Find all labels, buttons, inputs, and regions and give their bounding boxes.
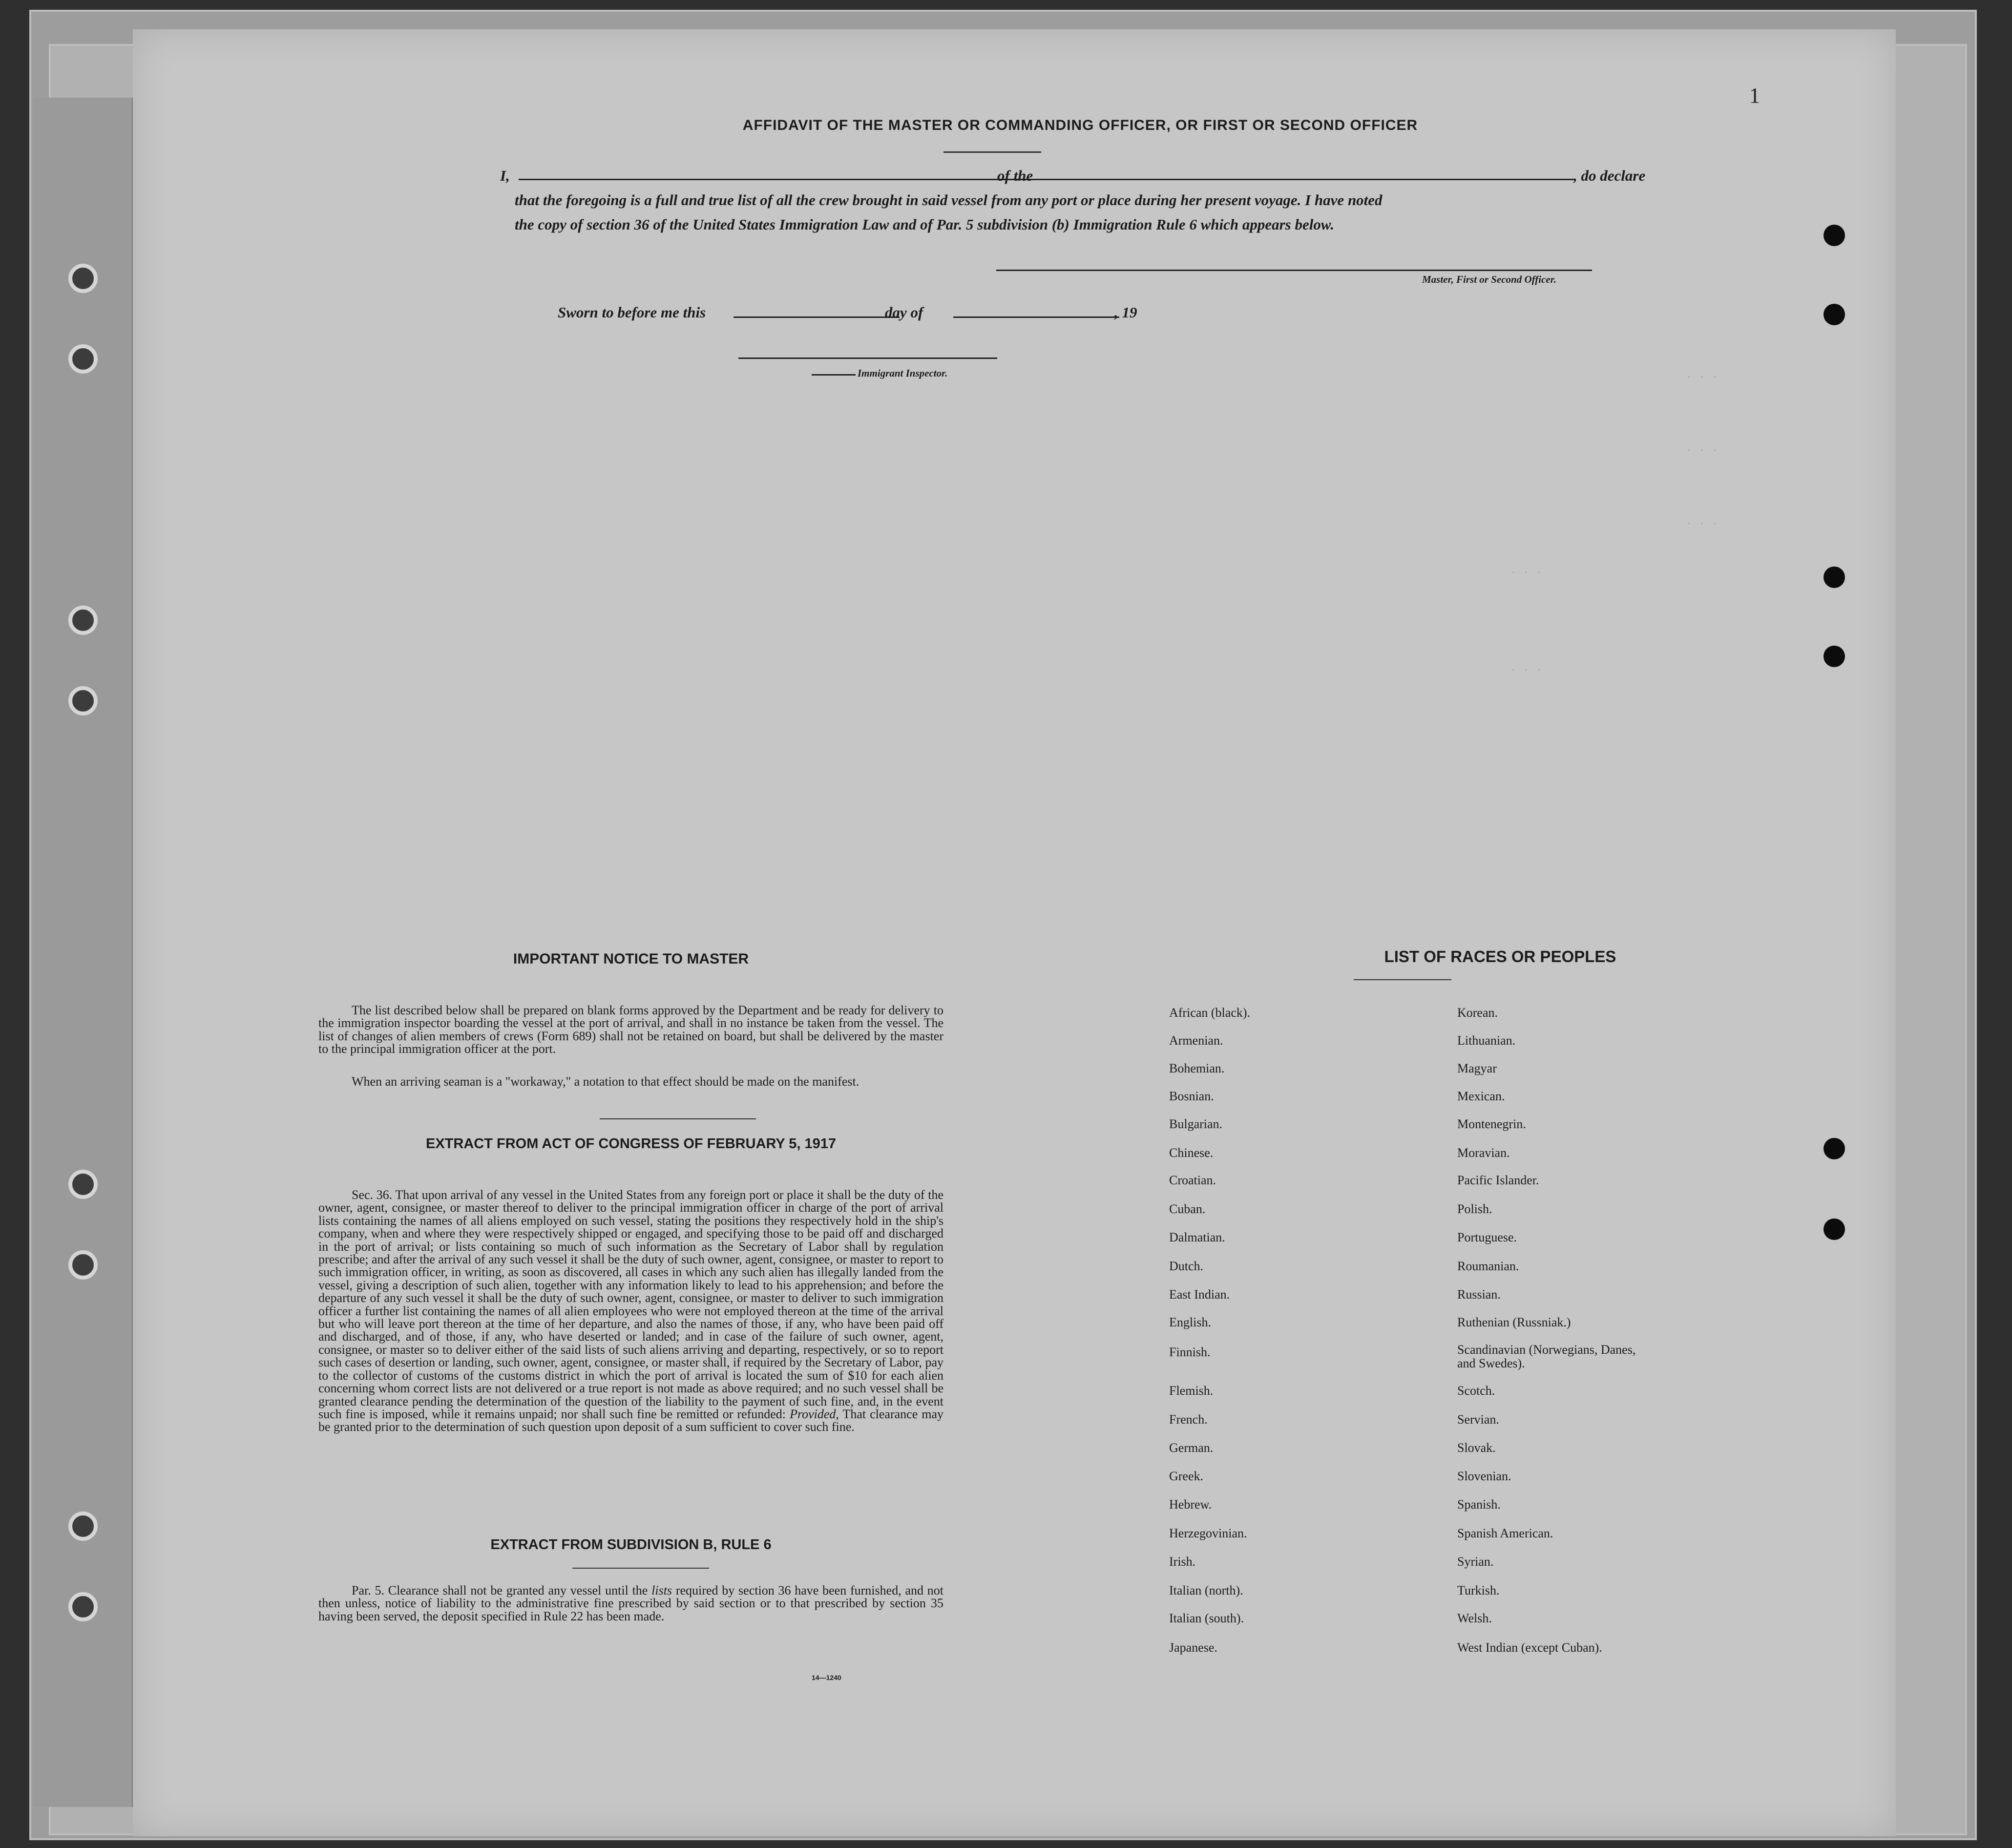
sec36-paragraph xyxy=(318,1189,943,1434)
bleedthrough-mark: · · · xyxy=(1510,567,1543,579)
notice-title: IMPORTANT NOTICE TO MASTER xyxy=(513,951,749,967)
manifest-page xyxy=(133,29,1896,1836)
race-left-item: Italian (south). xyxy=(1169,1611,1244,1625)
race-right-item: Pacific Islander. xyxy=(1457,1173,1539,1187)
race-left-item: Italian (north). xyxy=(1169,1583,1243,1597)
inspector-caption-rule xyxy=(812,374,856,376)
race-left-item: Irish. xyxy=(1169,1554,1196,1569)
rule-paragraph xyxy=(318,1584,943,1623)
race-right-item: Roumanian. xyxy=(1457,1259,1519,1273)
affidavit-i-label: I, xyxy=(500,167,510,184)
race-left-item: Greek. xyxy=(1169,1469,1204,1483)
race-left-item: Croatian. xyxy=(1169,1173,1216,1187)
race-right-item: Slovenian. xyxy=(1457,1469,1511,1483)
race-right-item: Lithuanian. xyxy=(1457,1033,1516,1048)
race-left-item: Armenian. xyxy=(1169,1033,1223,1048)
bleedthrough-mark: · · · xyxy=(1686,444,1719,457)
race-right-item: Scandinavian (Norwegians, Danes, and Swedes). xyxy=(1457,1343,1636,1370)
provided-word: Provided, xyxy=(790,1407,839,1421)
affidavit-of-label: of the xyxy=(997,167,1033,184)
lists-word: lists xyxy=(651,1583,672,1597)
section-rule xyxy=(600,1118,756,1119)
binder-hole-icon xyxy=(68,1250,98,1280)
race-left-item: Flemish. xyxy=(1169,1384,1214,1398)
punch-hole-icon xyxy=(1823,304,1845,325)
races-title: LIST OF RACES OR PEOPLES xyxy=(1384,947,1616,966)
bleedthrough-mark: · · · xyxy=(1510,664,1543,676)
bleedthrough-mark: · · · xyxy=(1686,518,1719,530)
race-right-item: Moravian. xyxy=(1457,1146,1510,1160)
binder-hole-icon xyxy=(68,1512,98,1541)
act-title: EXTRACT FROM ACT OF CONGRESS OF FEBRUARY 5, 1917 xyxy=(425,1136,837,1152)
inspector-signature-line[interactable] xyxy=(738,357,997,359)
race-right-item: Montenegrin. xyxy=(1457,1117,1526,1131)
race-right-item: Welsh. xyxy=(1457,1611,1492,1625)
race-left-item: Finnish. xyxy=(1169,1345,1211,1359)
page-number: 1 xyxy=(1749,84,1760,107)
race-right-item: Magyar xyxy=(1457,1061,1497,1075)
race-left-item: African (black). xyxy=(1169,1006,1251,1020)
rule-text-a: Par. 5. Clearance shall not be granted any vessel until the xyxy=(352,1583,648,1597)
form-number: 14—1240 xyxy=(812,1674,841,1681)
race-left-item: French. xyxy=(1169,1412,1208,1427)
punch-hole-icon xyxy=(1823,646,1845,667)
race-left-item: Herzegovinian. xyxy=(1169,1526,1247,1540)
master-signature-line[interactable] xyxy=(996,270,1592,271)
race-right-item: Turkish. xyxy=(1457,1583,1500,1597)
race-right-item: Spanish American. xyxy=(1457,1526,1553,1540)
race-left-item: Bosnian. xyxy=(1169,1089,1214,1103)
race-right-item: Servian. xyxy=(1457,1412,1499,1427)
binder-hole-icon xyxy=(68,606,98,635)
affidavit-line-3: the copy of section 36 of the United States Immigration Law and of Par. 5 subdivision (b) Immigration Rule 6 which appears below. xyxy=(515,216,1335,233)
punch-hole-icon xyxy=(1823,1218,1845,1240)
binder-hole-icon xyxy=(68,686,98,715)
race-right-item: Scotch. xyxy=(1457,1384,1495,1398)
race-left-item: German. xyxy=(1169,1441,1214,1455)
race-right-item: Spanish. xyxy=(1457,1497,1501,1512)
race-left-item: Dalmatian. xyxy=(1169,1230,1225,1244)
sworn-month-blank[interactable] xyxy=(953,316,1119,318)
sworn-day-blank[interactable] xyxy=(734,316,900,318)
race-right-item: West Indian (except Cuban). xyxy=(1457,1640,1602,1655)
notice-paragraph-1: The list described below shall be prepared on blank forms approved by the Department and be ready for delivery to the immigration inspector boarding the vessel at the port of arrival, and shall in no instance be taken from the vessel. The list of changes of alien members of crews (Form 689) shall not be retained on board, but shall be delivered by the master to the principal immigration officer at the port. xyxy=(318,1003,943,1056)
race-left-item: Bulgarian. xyxy=(1169,1117,1223,1131)
race-left-item: East Indian. xyxy=(1169,1287,1230,1302)
sec-label: Sec. xyxy=(352,1188,374,1202)
race-left-item: Bohemian. xyxy=(1169,1061,1225,1075)
binder-hole-icon xyxy=(68,1170,98,1199)
race-left-item: English. xyxy=(1169,1315,1211,1329)
race-right-item: Ruthenian (Russniak.) xyxy=(1457,1315,1571,1329)
race-left-item: Japanese. xyxy=(1169,1640,1217,1655)
sec36-tail: That clearance may be granted prior to the determination of such question upon deposit of a sum sufficient to cover such fine. xyxy=(318,1407,944,1434)
race-left-item: Chinese. xyxy=(1169,1146,1214,1160)
binder-hole-icon xyxy=(68,344,98,374)
title-rule xyxy=(943,151,1041,153)
sec36-text: 36. That upon arrival of any vessel in the United States from any foreign port or place it shall be the duty of the owner, agent, consignee, or master thereof to deliver to the principal immigration officer in charge of the port of arrival lists containing the names of all aliens employed on such vessel, stating the positions they respectively hold in the ship's company, when and where they were respectively shipped or engaged, and specifying those to be paid off and discharged in the port of arrival; or lists containing so much of such information as the Secretary of Labor shall by regulation prescribe; and after the arrival of any such vessel it shall be the duty of such owner, agent, consignee, or master to report to such immigration officer, in writing, as soon as discovered, all cases in which any such alien has illegally landed from the vessel, giving a description of such alien, together with any information likely to lead to his apprehension; and before the departure of any such vessel it shall be the duty of such owner, agent, consignee, or master to deliver to such immigration officer a further list containing the names of all alien employees who were not employed thereon at the time of the arrival but who will leave port thereon at the time of her departure, and also the names of those, if any, who have been paid off and discharged, and of those, if any, who have deserted or landed; and in case of the failure of such owner, agent, consignee, or master so to deliver either of the said lists of such aliens arriving and departing, respectively, or so to report such cases of desertion or landing, such owner, agent, consignee, or master shall, if required by the Secretary of Labor, pay to the collector of customs of the customs district in which the port of arrival is located the sum of $10 for each alien concerning whom correct lists are not delivered or a true report is not made as above required; and no such vessel shall be granted clearance pending the determination of the question of the liability to the payment of such fine, and, in the event such fine is imposed, while it remains unpaid; nor shall such fine be remitted or refunded: xyxy=(318,1188,944,1421)
sworn-year-label: , 19 xyxy=(1114,304,1137,321)
affidavit-line-2: that the foregoing is a full and true list of all the crew brought in said vessel from any port or place during her present voyage. I have noted xyxy=(515,191,1383,209)
binder-hole-icon xyxy=(68,1592,98,1621)
affidavit-title: AFFIDAVIT OF THE MASTER OR COMMANDING OFFICER, OR FIRST OR SECOND OFFICER xyxy=(742,117,1418,133)
sworn-prefix: Sworn to before me this xyxy=(558,304,706,321)
race-left-item: Cuban. xyxy=(1169,1202,1206,1216)
race-right-item: Slovak. xyxy=(1457,1441,1496,1455)
race-right-item: Russian. xyxy=(1457,1287,1501,1302)
punch-hole-icon xyxy=(1823,1138,1845,1159)
bleedthrough-mark: · · · xyxy=(1686,371,1719,383)
race-right-item: Polish. xyxy=(1457,1202,1492,1216)
affidavit-declare-label: , do declare xyxy=(1573,167,1646,184)
punch-hole-icon xyxy=(1823,225,1845,246)
race-left-item: Hebrew. xyxy=(1169,1497,1212,1512)
races-title-rule xyxy=(1354,979,1451,980)
race-right-item: Portuguese. xyxy=(1457,1230,1517,1244)
section-rule xyxy=(572,1568,709,1569)
race-right-item: Mexican. xyxy=(1457,1089,1505,1103)
vessel-blank[interactable] xyxy=(1036,179,1573,180)
race-left-item: Dutch. xyxy=(1169,1259,1204,1273)
race-right-item: Syrian. xyxy=(1457,1554,1494,1569)
punch-hole-icon xyxy=(1823,567,1845,588)
binder-hole-icon xyxy=(68,264,98,293)
rule-title: EXTRACT FROM SUBDIVISION B, RULE 6 xyxy=(490,1537,772,1553)
rule-text-b: required by section 36 have been furnished, and not then unless, notice of liability to the administrative fine prescribed by said section or to that prescribed by section 35 having been served, the deposit specified in Rule 22 has been made. xyxy=(318,1583,944,1623)
notice-paragraph-2: When an arriving seaman is a "workaway," a notation to that effect should be made on the manifest. xyxy=(352,1074,859,1089)
race-right-item: Korean. xyxy=(1457,1006,1498,1020)
name-blank[interactable] xyxy=(519,179,1051,180)
sworn-day-label: day of xyxy=(885,304,923,321)
master-caption: Master, First or Second Officer. xyxy=(1422,273,1556,285)
inspector-caption: Immigrant Inspector. xyxy=(858,367,948,379)
